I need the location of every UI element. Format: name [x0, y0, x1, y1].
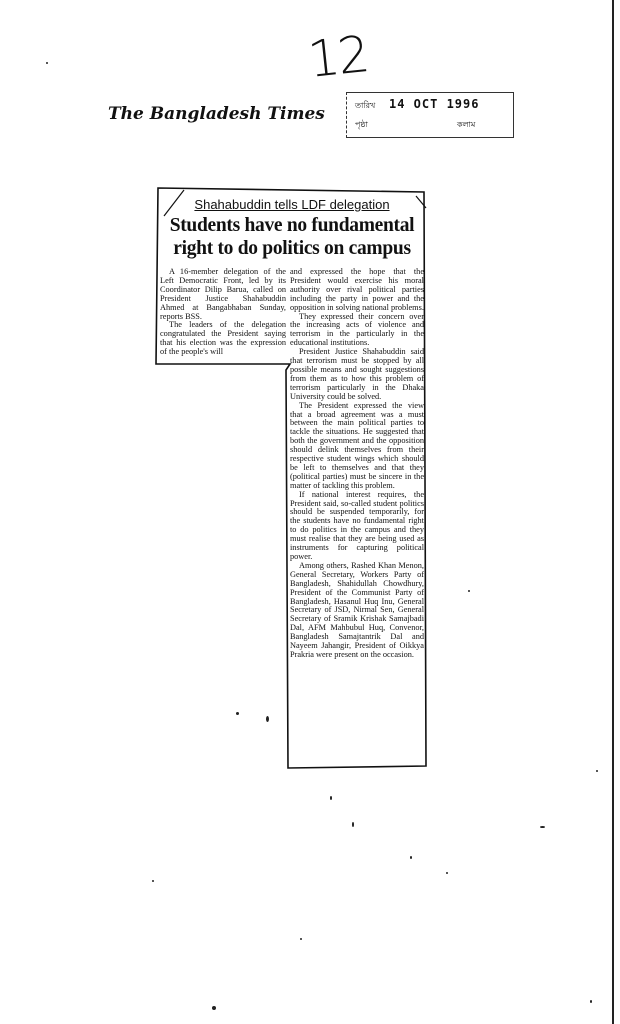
scan-speck [330, 796, 332, 800]
scan-speck [46, 62, 48, 64]
stamp-date-label: তারিখ [355, 101, 376, 110]
scan-speck [236, 712, 239, 715]
scan-speck [596, 770, 598, 772]
article-kicker: Shahabuddin tells LDF delegation [194, 197, 390, 212]
scan-speck [540, 826, 545, 828]
article-paragraph: If national interest requires, the President said, so-called student politics should be suspended temporarily, for the students have no fundamental right to do politics in the campus and they must realise that they are being used as instruments for capturing political power. [290, 489, 424, 561]
stamp-page-label: পৃষ্ঠা [355, 120, 368, 129]
scan-speck [212, 1006, 216, 1010]
stamp-column-label: কলাম [457, 120, 476, 129]
stamp-date: 14 OCT 1996 [389, 97, 480, 111]
handwritten-page-number: 12 [305, 25, 371, 89]
article-left-column [160, 268, 286, 357]
scan-speck [352, 822, 354, 827]
scan-speck [266, 716, 269, 722]
article-paragraph: Among others, Rashed Khan Menon, General Secretary, Workers Party of Bangladesh, Shahidullah Chowdhury, President of the Communist Party of Bangladesh, Hasanul Huq Inu, General Secretary of JSD, Nirmal Sen, General Secretary of Sramik Krishak Samajbadi Dal, AFM Mahbubul Huq, Convenor, Bangladesh Samajtantrik Dal and Nayeem Jahangir, President of Oikkya Prakria were present on the occasion. [290, 560, 424, 659]
scan-speck [590, 1000, 592, 1003]
scan-speck [300, 938, 302, 940]
newspaper-masthead: The Bangladesh Times [108, 104, 325, 124]
article-paragraph: The leaders of the delegation congratulated the President saying that his election was the expression of the people's will [160, 320, 286, 357]
scan-speck [446, 872, 448, 874]
article-paragraph: They expressed their concern over the increasing acts of violence and terrorism in the particularly in the educational institutions. [290, 311, 424, 348]
date-stamp [346, 92, 514, 138]
article-paragraph: President Justice Shahabuddin said that terrorism must be stopped by all possible means and sought suggestions from them as to how this problem of terrorism particularly in the Dhaka University could be solved. [290, 347, 424, 401]
headline-line: right to do politics on campus [173, 238, 411, 259]
article-paragraph: A 16-member delegation of the Left Democratic Front, led by its Coordinator Dilip Barua, called on President Justice Shahabuddin Ahmed at Bangabhaban Sunday, reports BSS. [160, 267, 286, 321]
scan-speck [152, 880, 154, 882]
article-right-column [290, 268, 424, 660]
headline-line: Students have no fundamental [169, 215, 415, 236]
scan-speck [410, 856, 412, 859]
article-paragraph: and expressed the hope that the President would exercise his moral authority over rival political parties including the party in power and the opposition in solving national problems. [290, 267, 424, 312]
article-headline [152, 214, 432, 260]
scan-speck [468, 590, 470, 592]
article-paragraph: The President expressed the view that a broad agreement was a must between the main political parties to tackle the situations. He suggested that both the government and the opposition should delink themselves from their respective student wings which should be left to themselves and that they (political parties) must be sincere in the matter of tackling this problem. [290, 400, 424, 490]
